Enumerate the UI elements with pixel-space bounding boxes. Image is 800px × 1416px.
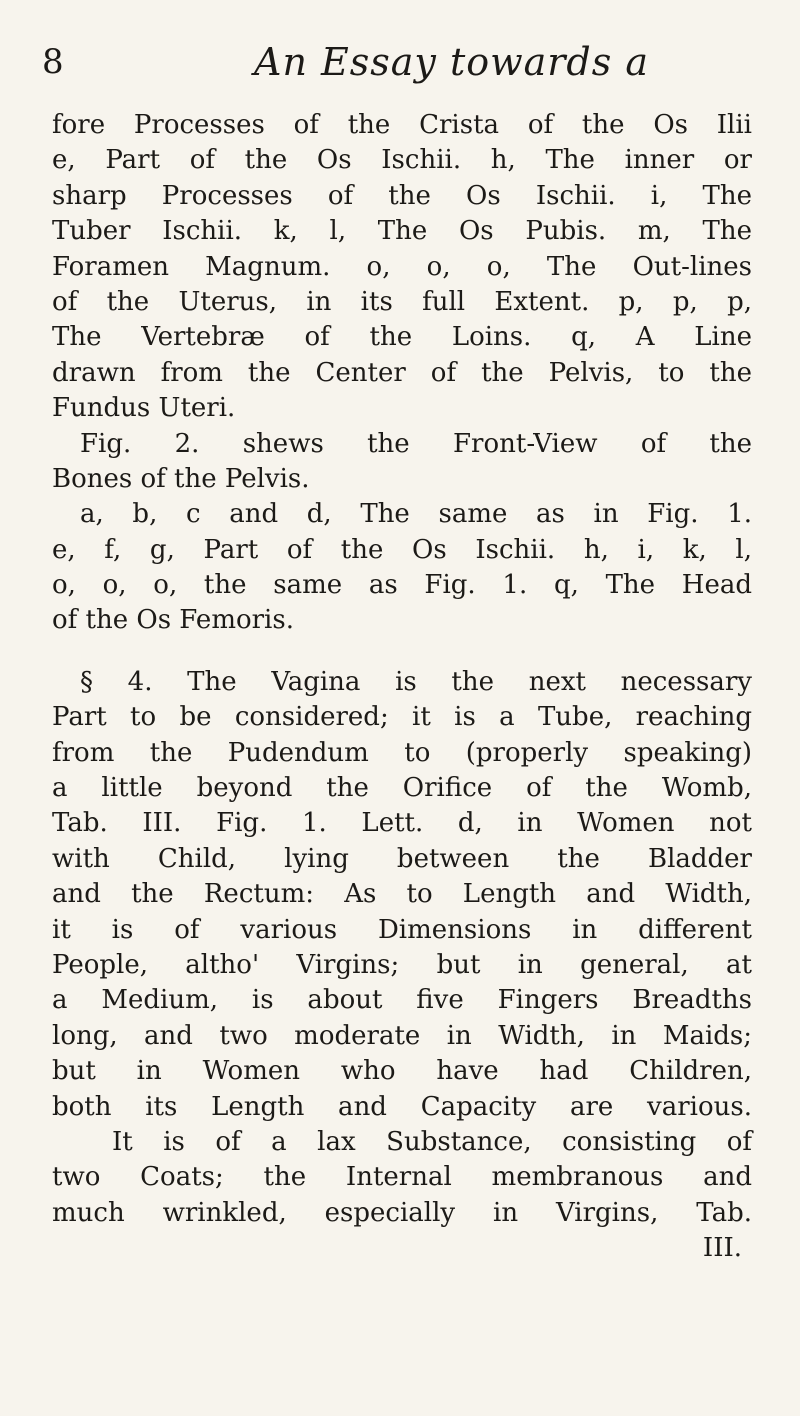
text-line: of the Os Femoris. (52, 605, 294, 636)
text-line: but in Women who have had Children, (52, 1056, 752, 1087)
text-line: much wrinkled, especially in Virgins, Tab. (52, 1197, 752, 1228)
text-line: it is of various Dimensions in different (52, 914, 752, 945)
text-line: Tuber Ischii. k, l, The Os Pubis. m, The (52, 216, 752, 247)
text-line: § 4. The Vagina is the next necessary (80, 666, 752, 697)
text-line: sharp Processes of the Os Ischii. i, The (52, 180, 752, 211)
text-line: with Child, lying between the Bladder (52, 843, 752, 874)
text-line: a little beyond the Orifice of the Womb, (52, 773, 752, 804)
text-line: from the Pudendum to (properly speaking) (52, 737, 752, 768)
text-line: two Coats; the Internal membranous and (52, 1162, 752, 1193)
text-line: The Vertebræ of the Loins. q, A Line (52, 322, 752, 353)
text-line: a Medium, is about five Fingers Breadths (52, 985, 752, 1016)
text-line: People, altho' Virgins; but in general, at (52, 949, 752, 980)
text-line: long, and two moderate in Width, in Maids; (52, 1020, 752, 1051)
text-line: Bones of the Pelvis. (52, 463, 310, 494)
page-header (42, 40, 740, 90)
text-line: Foramen Magnum. o, o, o, The Out-lines (52, 251, 752, 282)
running-title: An Essay towards a (254, 40, 649, 84)
page-number: 8 (42, 42, 64, 82)
text-line: Fig. 2. shews the Front-View of the (80, 428, 752, 459)
body-text (52, 108, 752, 1267)
catchword: III. (702, 1233, 742, 1264)
text-line: of the Uterus, in its full Extent. p, p, p, (52, 286, 752, 317)
paragraph-gap (52, 639, 752, 665)
text-line: both its Length and Capacity are various. (52, 1091, 752, 1122)
text-line: It is of a lax Substance, consisting of (112, 1126, 752, 1157)
text-line: and the Rectum: As to Length and Width, (52, 879, 752, 910)
text-line: Fundus Uteri. (52, 393, 236, 424)
text-line: fore Processes of the Crista of the Os Ilii (52, 110, 752, 140)
text-line: o, o, o, the same as Fig. 1. q, The Head (52, 570, 752, 601)
text-line: e, f, g, Part of the Os Ischii. h, i, k, l, (52, 534, 752, 565)
text-line: a, b, c and d, The same as in Fig. 1. (80, 499, 752, 530)
text-line: drawn from the Center of the Pelvis, to the (52, 357, 752, 388)
text-line: e, Part of the Os Ischii. h, The inner or (52, 145, 752, 176)
text-line: Part to be considered; it is a Tube, reaching (52, 702, 752, 733)
text-line: Tab. III. Fig. 1. Lett. d, in Women not (52, 808, 752, 839)
